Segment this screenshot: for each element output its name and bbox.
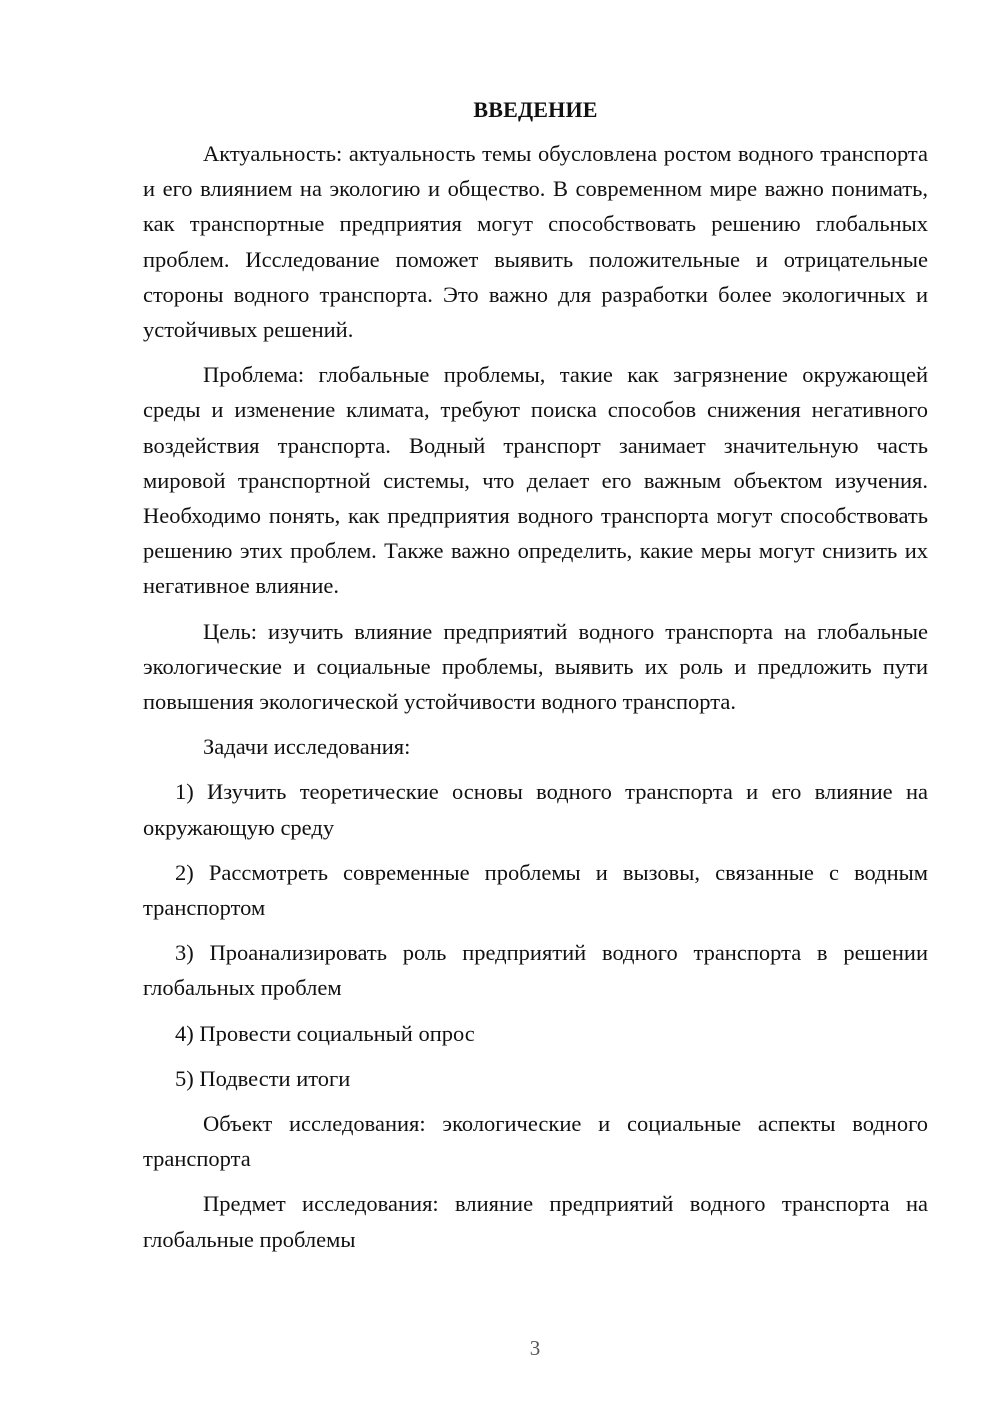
page-number: 3 bbox=[529, 1336, 541, 1360]
page-content bbox=[143, 96, 928, 1267]
research-subject-paragraph: Предмет исследования: влияние предприятий водного транспорта на глобальные проблемы bbox=[143, 1191, 928, 1252]
task-item: 3) Проанализировать роль предприятий водного транспорта в решении глобальных проблем bbox=[143, 940, 928, 1001]
tasks-heading: Задачи исследования: bbox=[203, 734, 411, 760]
problem-paragraph: Проблема: глобальные проблемы, такие как загрязнение окружающей среды и изменение климата, требуют поиска способов снижения негативного воздействия транспорта. Водный транспорт занимает значительную часть мировой транспортной системы, что делает его важным объектом изучения. Необходимо понять, как предприятия водного транспорта могут способствовать решению этих проблем. Также важно определить, какие меры могут снизить их негативное влияние. bbox=[143, 362, 928, 599]
research-object-paragraph: Объект исследования: экологические и социальные аспекты водного транспорта bbox=[143, 1111, 928, 1172]
page-title: ВВЕДЕНИЕ bbox=[473, 97, 598, 122]
goal-paragraph: Цель: изучить влияние предприятий водного транспорта на глобальные экологические и социальные проблемы, выявить их роль и предложить пути повышения экологической устойчивости водного транспорта. bbox=[143, 618, 928, 715]
task-item: 5) Подвести итоги bbox=[175, 1065, 351, 1091]
task-item: 2) Рассмотреть современные проблемы и вызовы, связанные с водным транспортом bbox=[143, 859, 928, 921]
relevance-paragraph: Актуальность: актуальность темы обусловлена ростом водного транспорта и его влиянием на экологию и общество. В современном мире важно понимать, как транспортные предприятия могут способствовать решению глобальных проблем. Исследование поможет выявить положительные и отрицательные стороны водного транспорта. Это важно для разработки более экологичных и устойчивых решений. bbox=[143, 141, 928, 343]
task-item: 4) Провести социальный опрос bbox=[175, 1020, 475, 1046]
task-item: 1) Изучить теоретические основы водного транспорта и его влияние на окружающую среду bbox=[143, 779, 928, 840]
